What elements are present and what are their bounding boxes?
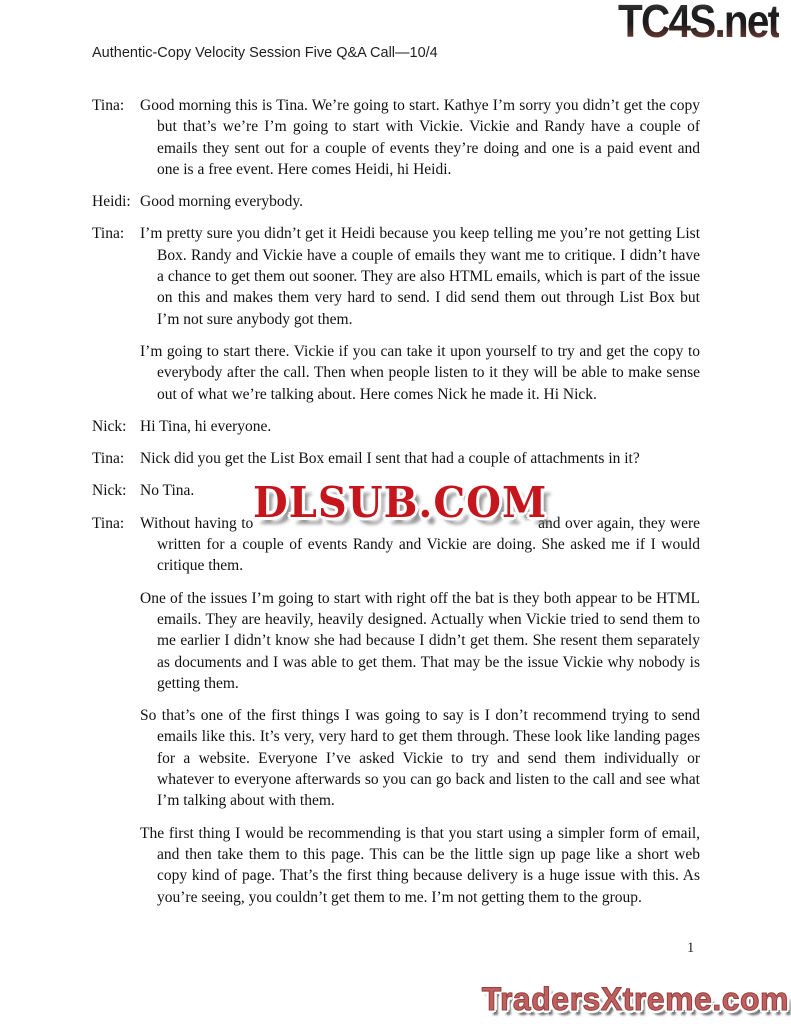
speaker-label: Tina: xyxy=(92,97,125,114)
tradersxtreme-banner: TradersXtreme.com xyxy=(481,981,789,1017)
transcript-paragraph xyxy=(92,223,700,329)
speaker-label: Tina: xyxy=(92,514,125,532)
transcript-paragraph xyxy=(140,705,700,811)
paragraph-text: No Tina. xyxy=(140,482,195,500)
transcript-paragraph xyxy=(140,823,700,908)
paragraph-text: Nick did you get the List Box email I sent that had a couple of attachments in it? xyxy=(140,450,640,468)
dlsub-watermark: DLSUB.COM xyxy=(253,477,548,528)
speaker-label: Heidi: xyxy=(92,193,131,211)
page-number: 1 xyxy=(687,940,695,956)
paragraph-text: So that’s one of the first things I was going to say is I don’t recommend trying to send emails like this. It’s very, very hard to get them through. These look like landing pages for a website. Everyone I’ve asked Vickie to try and send them individually or whatever to everyone afterwards so you can go back and listen to the call and see what I’m talking about with them. xyxy=(140,707,700,810)
paragraph-text: Hi Tina, hi everyone. xyxy=(140,417,272,435)
text-before-watermark: Without having to xyxy=(140,514,254,532)
transcript-paragraph xyxy=(92,95,700,180)
speaker-label: Nick: xyxy=(92,417,127,435)
speaker-label: Tina: xyxy=(92,450,125,468)
text-after-watermark: and over again, they were written for a couple of events Randy and Vickie are doing. She asked me if I would critique them. xyxy=(157,514,701,575)
paragraph-text: I’m pretty sure you didn’t get it Heidi because you keep telling me you’re not getting List Box. Randy and Vickie have a couple of emails they want me to critique. I didn’t have a chance to get them out sooner. They are also HTML emails, which is part of the issue on this and makes them very hard to send. I did send them out through List Box but I’m not sure anybody got them. xyxy=(140,225,700,328)
transcript-paragraph xyxy=(140,341,700,405)
paragraph-text: The first thing I would be recommending is that you start using a simpler form of email, and then take them to this page. This can be the little sign up page like a short web copy kind of page. That’s the first thing because delivery is a huge issue with this. As you’re seeing, you couldn’t get them to me. I’m not getting them to the group. xyxy=(140,824,700,906)
paragraph-text: Good morning this is Tina. We’re going to start. Kathye I’m sorry you didn’t get the copy but that’s we’re I’m going to start with Vickie. Vickie and Randy have a couple of emails they sent out for a couple of events they’re doing and one is a paid event and one is a free event. Here comes Heidi, hi Heidi. xyxy=(140,97,700,178)
paragraph-text: I’m going to start there. Vickie if you can take it upon yourself to try and get the copy to everybody after the call. Then when people listen to it they will be able to make sense out of what we’re talking about. Here comes Nick he made it. Hi Nick. xyxy=(140,342,700,403)
document-header-title: Authentic-Copy Velocity Session Five Q&A Call—10/4 xyxy=(92,45,438,61)
paragraph-text: Good morning everybody. xyxy=(140,193,304,211)
speaker-label: Nick: xyxy=(92,482,127,500)
tc4s-logo: TC4S.net xyxy=(618,0,779,45)
paragraph-text: One of the issues I’m going to start with right off the bat is they both appear to be HTML emails. They are heavily, heavily designed. Actually when Vickie tried to send them to me earlier I didn’t know she had because I didn’t get them. She resent them separately as documents and I was able to get them. That may be the issue Vickie why nobody is getting them. xyxy=(140,589,700,692)
transcript-paragraph xyxy=(92,448,700,469)
transcript-paragraph xyxy=(92,191,700,212)
speaker-label: Tina: xyxy=(92,225,125,243)
transcript-paragraph xyxy=(92,416,700,437)
transcript-paragraph xyxy=(140,588,700,694)
